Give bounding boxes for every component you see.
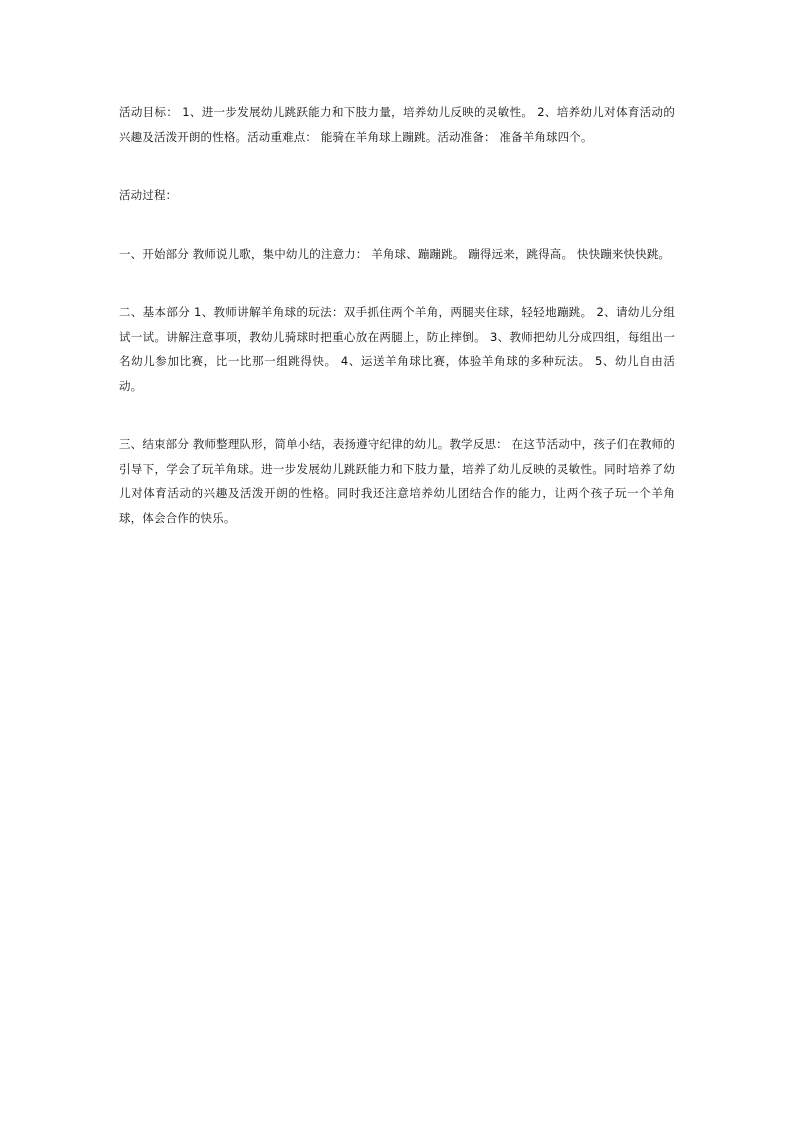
paragraph-closing-part: 三、结束部分 教师整理队形，简单小结，表扬遵守纪律的幼儿。教学反思： 在这节活动中，孩子们在教师的引导下，学会了玩羊角球。进一步发展幼儿跳跃能力和下肢力量，培养了幼儿反映的灵敏性。同时培养了幼儿对体育活动的兴趣及活泼开朗的性格。同时我还注意培养幼儿团结合作的能力，让两个孩子玩一个羊角球，体会合作的快乐。 bbox=[119, 437, 675, 525]
document-body bbox=[119, 100, 675, 530]
paragraph-spacer bbox=[119, 208, 675, 242]
paragraph-spacer bbox=[119, 149, 675, 183]
paragraph-opening-part: 一、开始部分 教师说儿歌，集中幼儿的注意力： 羊角球、蹦蹦跳。 蹦得远来，跳得高。 快快蹦来快快跳。 bbox=[119, 246, 671, 261]
paragraph-basic-part: 二、基本部分 1、教师讲解羊角球的玩法：双手抓住两个羊角，两腿夹住球，轻轻地蹦跳。 2、请幼儿分组试一试。讲解注意事项，教幼儿骑球时把重心放在两腿上，防止摔倒。 3、教师把幼儿分成四组，每组出一名幼儿参加比赛，比一比那一组跳得快。 4、运送羊角球比赛，体验羊角球的多种玩法。 5、幼儿自由活动。 bbox=[119, 305, 675, 393]
paragraph-spacer bbox=[119, 266, 675, 300]
paragraph-process-heading: 活动过程： bbox=[119, 188, 178, 202]
paragraph-objectives: 活动目标： 1、进一步发展幼儿跳跃能力和下肢力量，培养幼儿反映的灵敏性。 2、培养幼儿对体育活动的兴趣及活泼开朗的性格。活动重难点： 能骑在羊角球上蹦跳。活动准备： 准备羊角球四个。 bbox=[119, 105, 675, 144]
paragraph-spacer bbox=[119, 398, 675, 432]
